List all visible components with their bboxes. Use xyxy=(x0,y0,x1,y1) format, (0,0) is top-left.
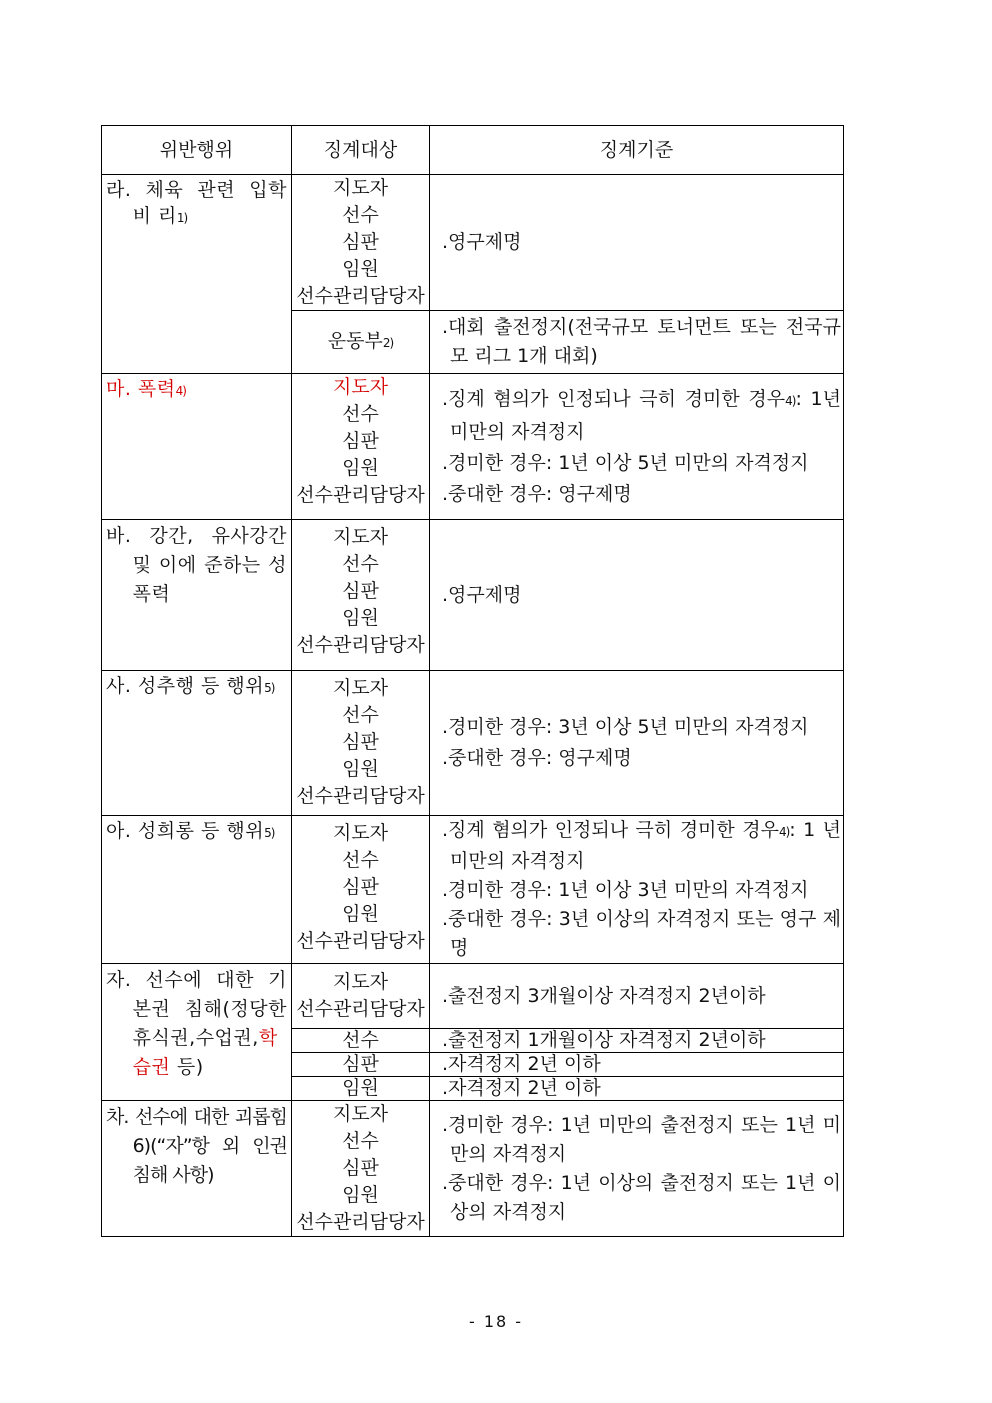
table-row xyxy=(102,175,844,311)
criteria-item: .경미한 경우: 1년 이상 5년 미만의 자격정지 xyxy=(442,451,809,474)
criteria-item: .영구제명 xyxy=(442,231,522,253)
target-cell xyxy=(292,964,430,1029)
violation-text: 리 xyxy=(158,205,177,227)
target-item: 지도자 xyxy=(332,1103,389,1125)
criteria-cell xyxy=(430,1077,844,1101)
target-item: 임원 xyxy=(342,903,379,925)
target-cell xyxy=(292,816,430,964)
violation-text: 차. 선수에 대한 괴롭힘 xyxy=(106,1106,287,1128)
header-criteria: 징계기준 xyxy=(430,126,844,175)
criteria-item: .중대한 경우: 3년 이상의 자격정지 또는 영구 xyxy=(442,908,817,930)
target-cell xyxy=(292,1053,430,1077)
violation-text: 6)(“자”항 외 인권침해 xyxy=(132,1135,287,1186)
target-item: 선수관리담당자 xyxy=(296,930,425,952)
criteria-cell xyxy=(430,1029,844,1053)
criteria-item: .중대한 경우: 1년 이상의 출전정지 또는 1년 xyxy=(442,1171,816,1194)
target-item: 지도자 xyxy=(332,971,389,993)
criteria-cell xyxy=(430,311,844,374)
violation-cell xyxy=(102,964,292,1101)
criteria-cell xyxy=(430,1101,844,1237)
target-item: 선수관리담당자 xyxy=(296,634,425,656)
target-item: 선수관리담당자 xyxy=(296,285,425,307)
violation-cell xyxy=(102,1101,292,1237)
criteria-item: .중대한 경우: 영구제명 xyxy=(442,747,632,769)
table-row xyxy=(102,374,844,520)
target-item: 선수관리담당자 xyxy=(296,998,425,1020)
violation-text: 사. 성추행 등 행위 xyxy=(106,675,265,697)
target-item: 임원 xyxy=(342,258,379,280)
criteria-item: .영구제명 xyxy=(442,583,522,606)
target-item: 심판 xyxy=(342,580,379,602)
target-item: 심판 xyxy=(342,1053,379,1075)
violation-text: 학 xyxy=(258,1027,278,1049)
violation-text: 등) xyxy=(170,1056,204,1078)
target-item: 선수 xyxy=(342,704,379,726)
target-item: 선수 xyxy=(342,849,379,871)
criteria-item: .자격정지 2년 이하 xyxy=(442,1077,601,1099)
criteria-item: 미만의 자격정지 xyxy=(450,1113,841,1165)
criteria-cell xyxy=(430,374,844,520)
target-cell xyxy=(292,671,430,816)
target-item: 심판 xyxy=(342,1157,379,1179)
target-item: 선수관리담당자 xyxy=(296,484,425,506)
discipline-table xyxy=(101,125,844,1237)
target-cell xyxy=(292,1077,430,1101)
table-row xyxy=(102,520,844,671)
table-row xyxy=(102,1101,844,1237)
target-item: 선수 xyxy=(342,403,379,425)
target-item: 심판 xyxy=(342,876,379,898)
violation-text: 자. 선수에 대한 기 xyxy=(106,969,287,991)
target-item: 임원 xyxy=(342,457,379,479)
table-header-row xyxy=(102,126,844,175)
violation-cell xyxy=(102,520,292,671)
criteria-item: .자격정지 2년 이하 xyxy=(442,1053,601,1075)
violation-text: 마. 폭력 xyxy=(106,378,176,400)
table-row xyxy=(102,671,844,816)
target-cell xyxy=(292,1029,430,1053)
footnote-mark: 5) xyxy=(264,826,275,840)
footnote-mark: 4) xyxy=(778,825,790,839)
criteria-item: 제명 xyxy=(450,908,841,959)
criteria-item: .출전정지 1개월이상 자격정지 2년이하 xyxy=(442,1029,766,1051)
criteria-item: : 1 xyxy=(789,819,816,841)
target-item: 선수 xyxy=(342,1029,379,1051)
violation-text: 폭력 xyxy=(132,583,171,605)
target-item: 지도자 xyxy=(332,526,389,548)
criteria-cell xyxy=(430,671,844,816)
criteria-item: 1년 미만의 자격정지 xyxy=(450,387,841,443)
violation-text: 라. 체육 관련 입학 비 xyxy=(106,179,287,227)
violation-cell xyxy=(102,374,292,520)
target-cell xyxy=(292,1101,430,1237)
criteria-cell xyxy=(430,964,844,1029)
violation-text: 본권 침해(정당한 xyxy=(132,998,287,1020)
violation-text: 휴식권,수업권, xyxy=(132,1027,259,1049)
target-item: 선수 xyxy=(342,1130,379,1152)
target-cell xyxy=(292,374,430,520)
target-item: 선수관리담당자 xyxy=(296,1211,425,1233)
target-item: 선수관리담당자 xyxy=(296,785,425,807)
footnote-mark: 5) xyxy=(264,681,275,695)
criteria-item: .중대한 경우: 영구제명 xyxy=(442,482,632,505)
violation-text: 사항) xyxy=(172,1164,214,1186)
criteria-item: .징계 혐의가 인정되나 극히 경미한 경우 xyxy=(442,819,779,841)
target-item: 운동부 xyxy=(327,329,383,352)
violation-text: 바. 강간, 유사강간 xyxy=(106,525,287,547)
target-item: 지도자 xyxy=(332,177,389,199)
criteria-item: .경미한 경우: 1년 미만의 출전정지 또는 1년 xyxy=(442,1113,816,1136)
target-item: 임원 xyxy=(342,1077,379,1099)
criteria-item: 이상의 자격정지 xyxy=(450,1171,841,1223)
target-cell xyxy=(292,175,430,311)
target-item: 심판 xyxy=(342,231,379,253)
criteria-item: .경미한 경우: 3년 이상 5년 미만의 자격정지 xyxy=(442,716,809,738)
violation-cell xyxy=(102,816,292,964)
target-item: 심판 xyxy=(342,430,379,452)
criteria-item: .경미한 경우: 1년 이상 3년 미만의 자격정지 xyxy=(442,879,809,901)
target-item: 지도자 xyxy=(332,376,389,398)
footnote-mark: 4) xyxy=(175,384,186,398)
target-item: 임원 xyxy=(342,607,379,629)
target-cell xyxy=(292,311,430,374)
table-row xyxy=(102,964,844,1029)
target-item: 임원 xyxy=(342,758,379,780)
criteria-item: .출전정지 3개월이상 자격정지 2년이하 xyxy=(442,984,766,1007)
violation-text: 아. 성희롱 등 행위 xyxy=(106,820,265,842)
footnote-mark: 1) xyxy=(176,211,188,225)
target-item: 선수 xyxy=(342,204,379,226)
criteria-cell xyxy=(430,1053,844,1077)
target-item: 지도자 xyxy=(332,677,389,699)
criteria-item: .대회 출전정지(전국규모 토너먼트 또는 전국규모 리그 1개 대회) xyxy=(442,316,841,367)
table-row xyxy=(102,816,844,964)
criteria-cell xyxy=(430,520,844,671)
target-item: 심판 xyxy=(342,731,379,753)
criteria-cell xyxy=(430,816,844,964)
violation-text: 습권 xyxy=(132,1056,171,1078)
header-violation: 위반행위 xyxy=(102,126,292,175)
violation-text: 및 이에 준하는 성 xyxy=(132,554,287,576)
violation-cell xyxy=(102,175,292,374)
page-number: - 18 - xyxy=(468,1312,524,1331)
target-item: 임원 xyxy=(342,1184,379,1206)
target-item: 선수 xyxy=(342,553,379,575)
footnote-mark: 2) xyxy=(382,335,394,350)
header-target: 징계대상 xyxy=(292,126,430,175)
target-item: 지도자 xyxy=(332,822,389,844)
target-cell xyxy=(292,520,430,671)
footnote-mark: 4) xyxy=(785,393,796,408)
criteria-item: : xyxy=(795,387,802,410)
criteria-item: 년 미만의 자격정지 xyxy=(450,819,842,872)
criteria-cell xyxy=(430,175,844,311)
violation-cell xyxy=(102,671,292,816)
criteria-item: .징계 혐의가 인정되나 극히 경미한 경우 xyxy=(442,387,786,410)
